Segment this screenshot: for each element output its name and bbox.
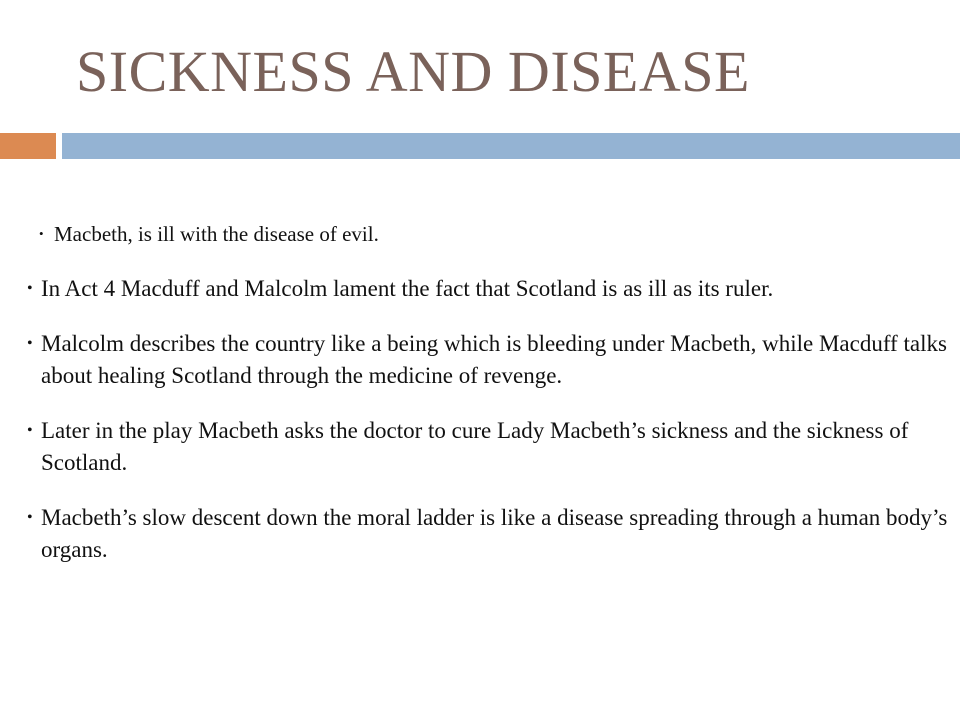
bullet-item: • Malcolm describes the country like a being which is bleeding under Macbeth, while Macduff talks about healing Scotland through the medicine of revenge. [27,328,952,392]
bullet-item: • Macbeth’s slow descent down the moral ladder is like a disease spreading through a human body’s organs. [27,502,952,566]
title-accent-bar-blue [62,133,960,159]
slide-title: SICKNESS AND DISEASE [76,39,750,104]
bullet-item: • Macbeth, is ill with the disease of evil. [27,218,952,250]
title-accent-bar-orange [0,133,56,159]
bullet-item: • In Act 4 Macduff and Malcolm lament the fact that Scotland is as ill as its ruler. [27,273,952,305]
bullet-item: • Later in the play Macbeth asks the doctor to cure Lady Macbeth’s sickness and the sickness of Scotland. [27,415,952,479]
bullet-list [27,218,952,589]
